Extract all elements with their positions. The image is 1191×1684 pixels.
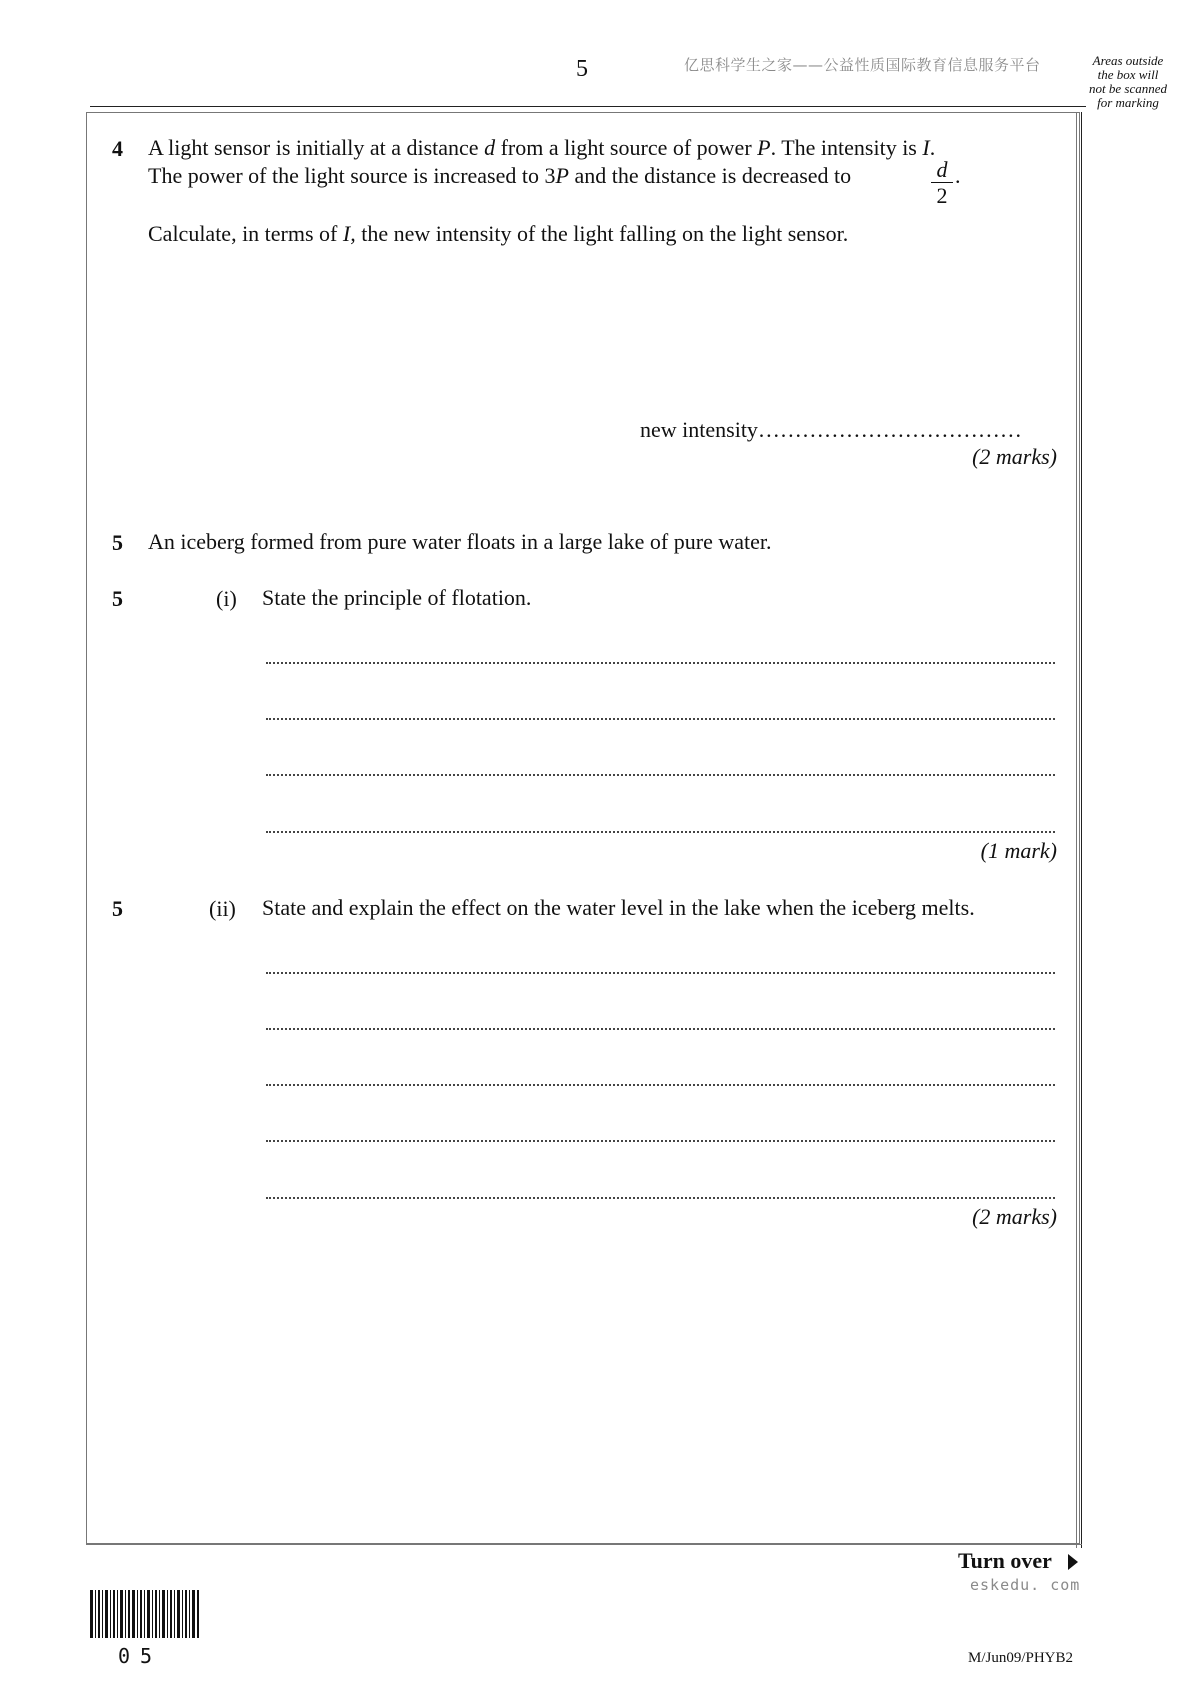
answer-line-5ii-5[interactable] [266,1197,1055,1199]
answer-box-frame [86,112,1080,1544]
top-rule [90,106,1086,107]
q4-text: the new intensity of the light falling on the light sensor. [355,221,849,246]
answer-box-bottom-border [86,1544,1082,1545]
q4-text: from a light source of power [495,135,758,160]
answer-line-5ii-3[interactable] [266,1084,1055,1086]
answer-line-5ii-1[interactable] [266,972,1055,974]
turn-over-arrow-icon [1068,1554,1078,1570]
q4-variable-i: I, [342,221,356,246]
question-5i-number: 5 [112,586,123,611]
margin-note-line: for marking [1097,95,1159,110]
answer-line-5i-4[interactable] [266,831,1055,833]
footer-watermark: eskedu. com [970,1576,1081,1594]
fraction-d-over-2 [931,158,953,209]
barcode-icon [90,1590,200,1638]
answer-line-5ii-4[interactable] [266,1140,1055,1142]
answer-line-5i-2[interactable] [266,718,1055,720]
q4-variable-p: P [555,163,569,188]
fraction-period: . [955,163,961,188]
q4-text: . The intensity is [770,135,923,160]
question-5-number: 5 [112,530,123,555]
question-4-line-2 [148,162,851,190]
part-ii-text: State and explain the effect on the water level in the lake when the iceberg melts. [262,895,975,920]
answer-line-5i-3[interactable] [266,774,1055,776]
question-4-marks: (2 marks) [972,444,1057,469]
q4-text: The power of the light source is increased to 3 [148,163,556,188]
header-watermark: 亿思科学生之家——公益性质国际教育信息服务平台 [684,56,1041,74]
q4-text: and the distance is decreased to [568,163,852,188]
margin-note-line: Areas outside [1092,53,1164,68]
barcode-number: 05 [118,1644,163,1668]
new-intensity-answer-line[interactable]: new intensity……………………………… [640,417,1022,442]
part-i-label: (i) [216,586,237,611]
margin-note [1078,54,1178,110]
q4-variable-i: I [922,135,930,160]
turn-over-label: Turn over [958,1548,1052,1573]
question-4-line-1 [148,134,935,162]
part-ii-label: (ii) [209,896,236,921]
answer-line-5i-1[interactable] [266,662,1055,664]
q4-text: Calculate, in terms of [148,221,343,246]
part-i-text: State the principle of flotation. [262,585,532,610]
answer-line-5ii-2[interactable] [266,1028,1055,1030]
page-number: 5 [576,56,588,82]
q4-variable-p: P [757,135,771,160]
answer-box-right-border [1076,112,1082,1548]
question-4-number: 4 [112,136,123,161]
question-5i-marks: (1 mark) [980,838,1057,863]
fraction-denominator: 2 [936,183,948,208]
margin-note-line: not be scanned [1089,81,1167,96]
question-5ii-number: 5 [112,896,123,921]
q4-text: . [929,135,936,160]
question-5-stem: An iceberg formed from pure water floats in a large lake of pure water. [148,529,772,554]
fraction-numerator: d [931,158,953,183]
q4-variable-d: d [484,135,496,160]
margin-note-line: the box will [1097,67,1159,82]
exam-code: M/Jun09/PHYB2 [968,1650,1074,1666]
question-5ii-marks: (2 marks) [972,1204,1057,1229]
q4-text: A light sensor is initially at a distance [148,135,485,160]
question-4-instruction [148,220,848,248]
